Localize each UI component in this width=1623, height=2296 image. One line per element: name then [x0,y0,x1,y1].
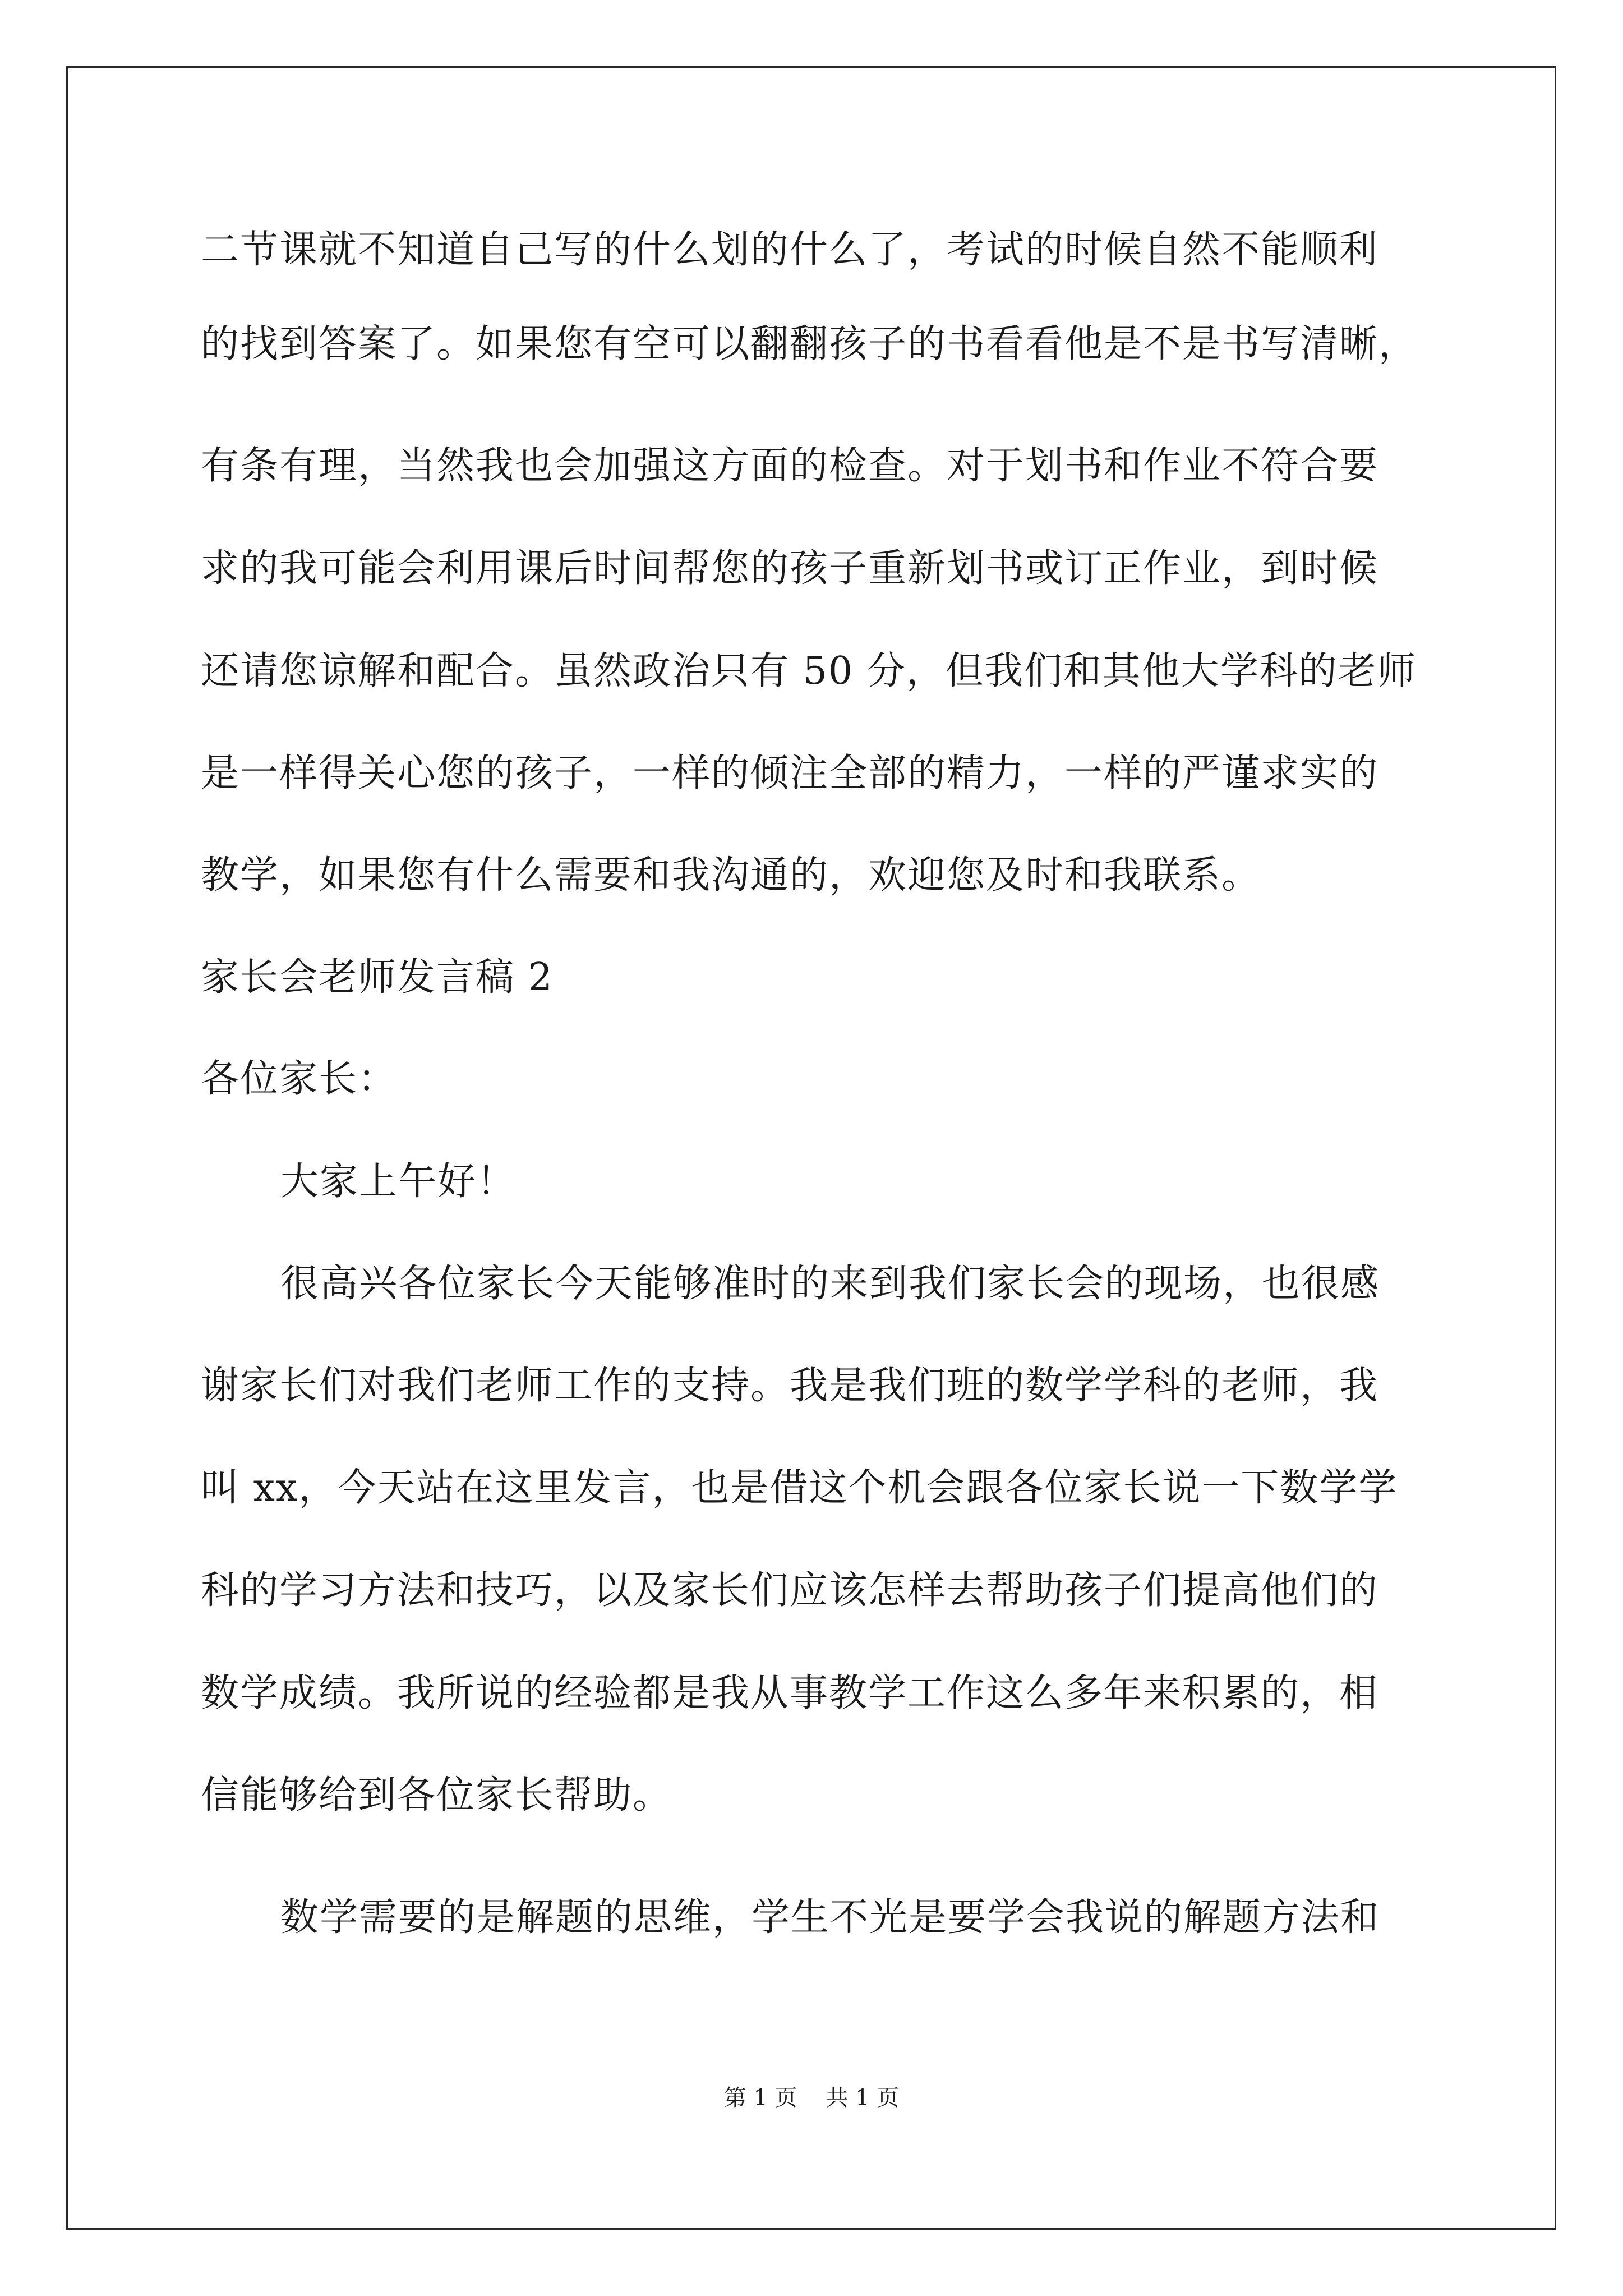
text-line-5: 还请您谅解和配合。虽然政治只有 50 分，但我们和其他大学科的老师 [201,649,1417,693]
text-line-15: 数学成绩。我所说的经验都是我从事教学工作这么多年来积累的，相 [201,1671,1379,1715]
section-heading: 家长会老师发言稿 2 [201,955,554,1000]
text-line-7: 教学，如果您有什么需要和我沟通的，欢迎您及时和我联系。 [201,853,1261,898]
text-line-11: 很高兴各位家长今天能够准时的来到我们家长会的现场，也很感 [280,1262,1380,1306]
text-line-6: 是一样得关心您的孩子，一样的倾注全部的精力，一样的严谨求实的 [201,751,1379,795]
text-line-14: 科的学习方法和技巧，以及家长们应该怎样去帮助孩子们提高他们的 [201,1568,1379,1613]
salutation: 各位家长： [201,1057,398,1101]
text-line-12: 谢家长们对我们老师工作的支持。我是我们班的数学学科的老师，我 [201,1364,1379,1408]
text-line-16: 信能够给到各位家长帮助。 [201,1773,672,1818]
text-line-13: 叫 xx，今天站在这里发言，也是借这个机会跟各位家长说一下数学学 [201,1466,1398,1510]
text-line-2: 的找到答案了。如果您有空可以翻翻孩子的书看看他是不是书写清晰， [201,322,1418,366]
greeting: 大家上午好！ [280,1159,517,1204]
text-line-17: 数学需要的是解题的思维，学生不光是要学会我说的解题方法和 [280,1895,1380,1940]
text-line-3: 有条有理，当然我也会加强这方面的检查。对于划书和作业不符合要 [201,444,1379,488]
text-line-1: 二节课就不知道自己写的什么划的什么了，考试的时候自然不能顺利 [201,228,1379,272]
page-footer: 第 1 页 共 1 页 [723,2085,900,2111]
text-line-4: 求的我可能会利用课后时间帮您的孩子重新划书或订正作业，到时候 [201,546,1379,591]
